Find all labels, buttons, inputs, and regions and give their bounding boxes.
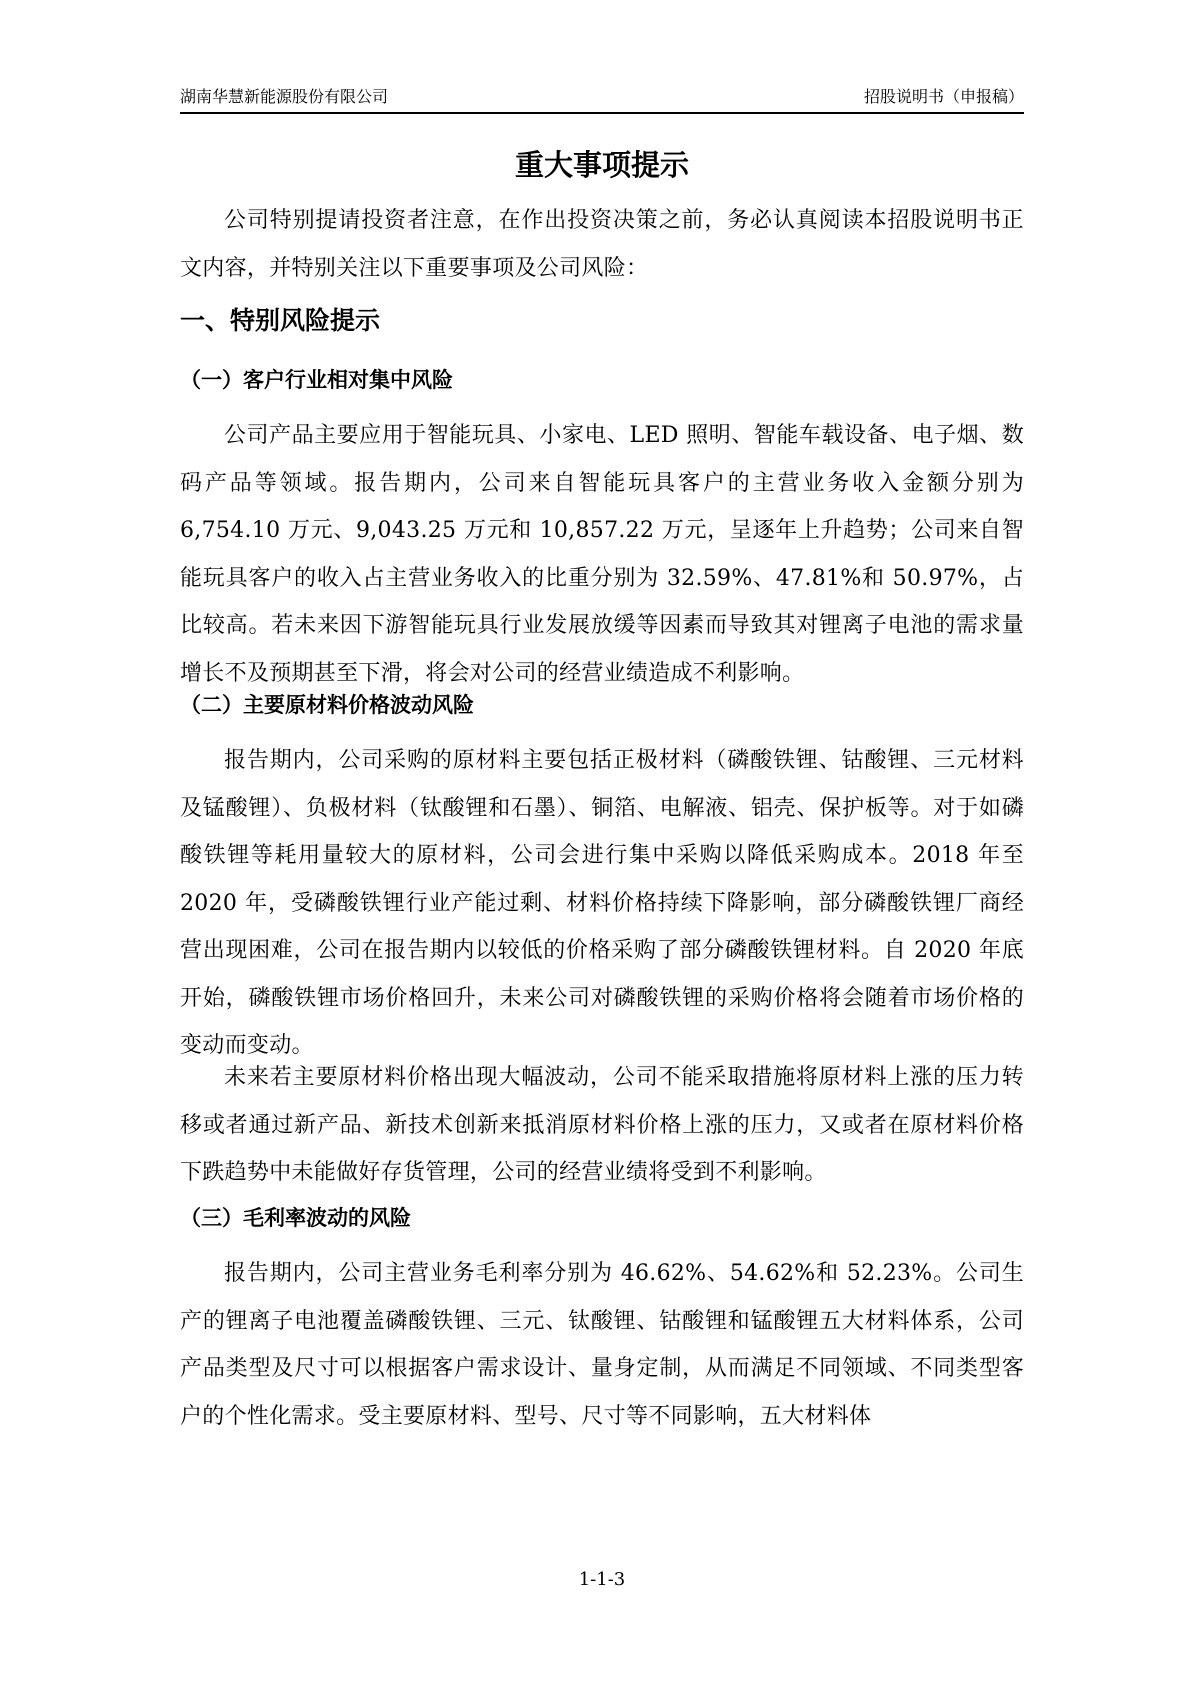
page-title: 重大事项提示 xyxy=(514,148,689,182)
header-doc-type: 招股说明书（申报稿） xyxy=(863,87,1024,106)
intro-paragraph: 公司特别提请投资者注意，在作出投资决策之前，务必认真阅读本招股说明书正文内容，并特别关注以下重要事项及公司风险： xyxy=(180,208,1024,281)
section-heading-special-risks: 一、特别风险提示 xyxy=(180,306,381,335)
subsection-heading-customer-concentration: （一）客户行业相对集中风险 xyxy=(180,368,453,392)
header-company: 湖南华慧新能源股份有限公司 xyxy=(180,87,389,106)
page-header xyxy=(180,82,1024,114)
page-number: 1-1-3 xyxy=(578,1569,626,1590)
paragraph-customer-concentration: 公司产品主要应用于智能玩具、小家电、LED 照明、智能车载设备、电子烟、数码产品等领域。报告期内，公司来自智能玩具客户的主营业务收入金额分别为 6,754.10 万元、9,043.25 万元和 10,857.22 万元，呈逐年上升趋势；公司来自智能玩具客户的收入占主营业务收入的比重分别为 32.59%、47.81%和 50.97%，占比较高。若未来因下游智能玩具行业发展放缓等因素而导致其对锂离子电池的需求量增长不及预期甚至下滑，将会对公司的经营业绩造成不利影响。 xyxy=(180,423,1024,686)
paragraph-raw-material-2: 未来若主要原材料价格出现大幅波动，公司不能采取措施将原材料上涨的压力转移或者通过新产品、新技术创新来抵消原材料价格上涨的压力，又或者在原材料价格下跌趋势中未能做好存货管理，公司的经营业绩将受到不利影响。 xyxy=(180,1065,1024,1185)
subsection-heading-raw-material-price: （二）主要原材料价格波动风险 xyxy=(180,693,474,717)
paragraph-raw-material-1: 报告期内，公司采购的原材料主要包括正极材料（磷酸铁锂、钴酸锂、三元材料及锰酸锂）、负极材料（钛酸锂和石墨）、铜箔、电解液、铝壳、保护板等。对于如磷酸铁锂等耗用量较大的原材料，公司会进行集中采购以降低采购成本。2018 年至 2020 年，受磷酸铁锂行业产能过剩、材料价格持续下降影响，部分磷酸铁锂厂商经营出现困难，公司在报告期内以较低的价格采购了部分磷酸铁锂材料。自 2020 年底开始，磷酸铁锂市场价格回升，未来公司对磷酸铁锂的采购价格将会随着市场价格的变动而变动。 xyxy=(180,748,1024,1058)
paragraph-gross-margin: 报告期内，公司主营业务毛利率分别为 46.62%、54.62%和 52.23%。公司生产的锂离子电池覆盖磷酸铁锂、三元、钛酸锂、钴酸锂和锰酸锂五大材料体系，公司产品类型及尺寸可以根据客户需求设计、量身定制，从而满足不同领域、不同类型客户的个性化需求。受主要原材料、型号、尺寸等不同影响，五大材料体 xyxy=(180,1261,1024,1429)
subsection-heading-gross-margin: （三）毛利率波动的风险 xyxy=(180,1206,411,1230)
